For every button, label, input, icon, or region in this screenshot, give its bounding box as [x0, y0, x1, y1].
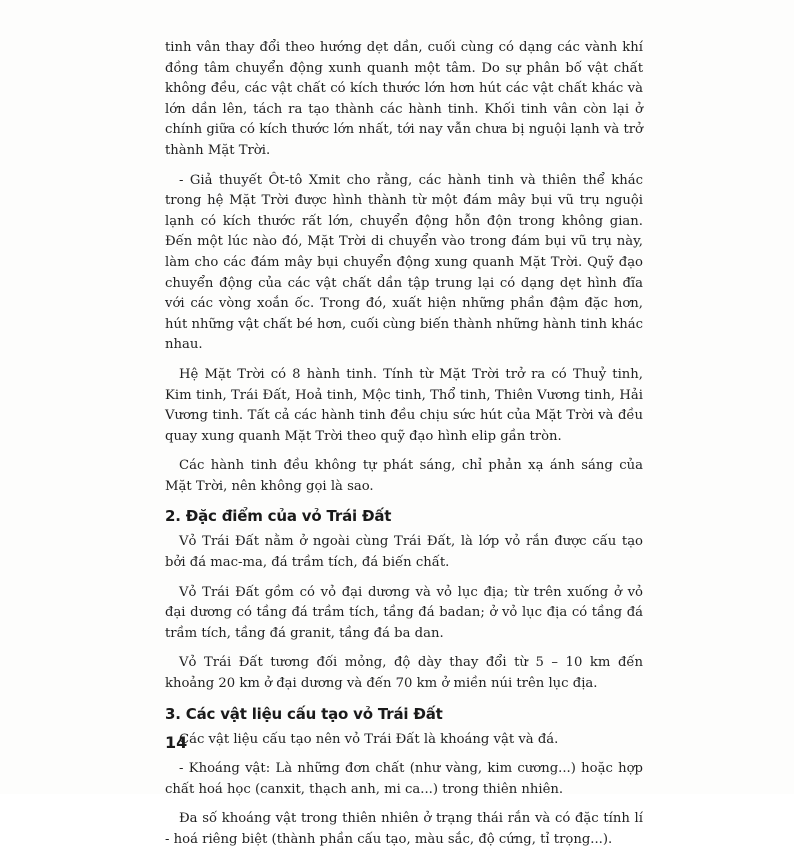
paragraph-crust-thickness: Vỏ Trái Đất tương đối mỏng, độ dày thay đổi từ 5 – 10 km đến khoảng 20 km ở đại dương và đến 70 km ở miền núi trên lục địa.: [165, 655, 643, 692]
paragraph-minerals-definition: - Khoáng vật: Là những đơn chất (như vàng, kim cương...) hoặc hợp chất hoá học (canxit, thạch anh, mi ca...) trong thiên nhiên.: [165, 761, 643, 797]
paragraph-crust-layers: Vỏ Trái Đất gồm có vỏ đại dương và vỏ lục địa; từ trên xuống ở vỏ đại dương có tầng đá trầm tích, tầng đá badan; ở vỏ lục địa có tầng đá trầm tích, tầng đá granit, tầng đá ba dan.: [165, 584, 643, 641]
paragraph-minerals-properties: Đa số khoáng vật trong thiên nhiên ở trạng thái rắn và có đặc tính lí - hoá riêng biệt (thành phần cấu tạo, màu sắc, độ cứng, tỉ trọng...).: [165, 811, 643, 847]
page-body: [165, 38, 643, 860]
paragraph-nebula-continuation: tinh vân thay đổi theo hướng dẹt dần, cuối cùng có dạng các vành khí đồng tâm chuyển động xunh quanh một tâm. Do sự phân bố vật chất không đều, các vật chất có kích thước lớn hơn hút các vật chất khác và lớn dần lên, tách ra tạo thành các hành tinh. Khối tinh vân còn lại ở chính giữa có kích thước lớn nhất, tới nay vẫn chưa bị nguội lạnh và trở thành Mặt Trời.: [165, 40, 643, 158]
paragraph-solar-system-planets: Hệ Mặt Trời có 8 hành tinh. Tính từ Mặt Trời trở ra có Thuỷ tinh, Kim tinh, Trái Đất, Hoả tinh, Mộc tinh, Thổ tinh, Thiên Vương tinh, Hải Vương tinh. Tất cả các hành tinh đều chịu sức hút của Mặt Trời và đều quay xung quanh Mặt Trời theo quỹ đạo hình elip gần tròn.: [165, 366, 643, 444]
section-heading-crust-materials: 3. Các vật liệu cấu tạo vỏ Trái Đất: [165, 704, 443, 723]
paragraph-planets-not-stars: Các hành tinh đều không tự phát sáng, chỉ phản xạ ánh sáng của Mặt Trời, nên không gọi là sao.: [165, 458, 643, 494]
page-number: 14: [165, 733, 188, 752]
paragraph-schmidt-hypothesis: - Giả thuyết Ôt-tô Xmit cho rằng, các hành tinh và thiên thể khác trong hệ Mặt Trời được hình thành từ một đám mây bụi vũ trụ nguội lạnh có kích thước rất lớn, chuyển động hỗn độn trong không gian. Đến một lúc nào đó, Mặt Trời di chuyển vào trong đám bụi vũ trụ này, làm cho các đám mây bụi chuyển động xung quanh Mặt Trời. Quỹ đạo chuyển động của các vật chất dần tập trung lại có dạng dẹt hình đĩa với các vòng xoắn ốc. Trong đó, xuất hiện những phần đậm đặc hơn, hút những vật chất bé hơn, cuối cùng biến thành những hành tinh khác nhau.: [165, 172, 643, 353]
paragraph-materials-intro: Các vật liệu cấu tạo nên vỏ Trái Đất là khoáng vật và đá.: [179, 731, 559, 747]
section-heading-crust-characteristics: 2. Đặc điểm của vỏ Trái Đất: [165, 507, 392, 526]
paragraph-crust-definition: Vỏ Trái Đất nằm ở ngoài cùng Trái Đất, là lớp vỏ rắn được cấu tạo bởi đá mac-ma, đá trầm tích, đá biến chất.: [165, 534, 643, 571]
